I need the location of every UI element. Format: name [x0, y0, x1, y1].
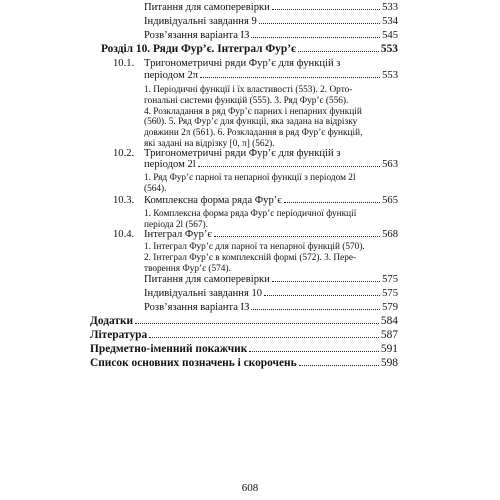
dot-leader [264, 295, 380, 296]
dot-leader [214, 236, 380, 237]
toc-page: 545 [382, 30, 398, 41]
desc-line: (564). [144, 183, 167, 194]
toc-chapter-row [90, 357, 398, 369]
desc-line: довжини 2π (561). 6. Розкладання в ряд Фур’є функцій, [144, 128, 363, 139]
toc-section-row-cont [144, 159, 398, 171]
toc-page: 587 [380, 329, 398, 341]
toc-page: 579 [382, 302, 398, 313]
dot-leader [272, 9, 380, 10]
toc-section-row [113, 58, 398, 70]
toc-page: 568 [382, 229, 398, 240]
section-description [144, 173, 356, 195]
desc-line: 1. Комплексна форма ряда Фур’є періодичної функції [144, 209, 357, 219]
toc-page: 563 [382, 159, 398, 170]
toc-section-row [113, 195, 398, 207]
toc-chapter-row [101, 43, 398, 55]
toc-title: Предметно-іменний покажчик [90, 343, 248, 355]
section-number: 10.1. [113, 58, 135, 69]
dot-leader [251, 37, 380, 38]
dot-leader [200, 77, 380, 78]
desc-line: 1. Періодичні функції і їх властивості (553). 2. Орто- [144, 85, 353, 95]
section-description [144, 85, 362, 150]
dot-leader [198, 166, 380, 167]
toc-title-cont: періодом 2l [144, 159, 196, 170]
section-number: 10.3. [113, 195, 135, 206]
toc-title: Питання для самоперевірки [144, 2, 270, 13]
section-number: 10.2. [113, 148, 135, 159]
toc-title: Література [90, 329, 148, 341]
toc-page: 553 [382, 70, 398, 81]
desc-line: 4. Розкладання в ряд Фур’є парних і непарних функцій [144, 106, 362, 117]
toc-title: Додатки [90, 315, 134, 327]
toc-chapter-row [90, 315, 398, 327]
desc-line: які задані на відрізку [0, π] (562). [144, 138, 275, 149]
toc-row [144, 302, 398, 314]
toc-page: 584 [380, 315, 398, 327]
toc-row [144, 30, 398, 42]
desc-line: (560). 5. Ряд Фур’є для функції, яка задана на відрізку [144, 117, 358, 128]
toc-page: 533 [382, 2, 398, 13]
desc-line: 1. Інтеграл Фур’є для парної та непарної функцій (570). [144, 242, 365, 252]
desc-line: 2. Інтеграл Фур’є в комплексній формі (572). 3. Пере- [144, 252, 357, 263]
toc-title: Індивідуальні завдання 9 [144, 16, 257, 27]
dot-leader [298, 51, 379, 52]
dot-leader [251, 309, 380, 310]
toc-page: 534 [382, 16, 398, 27]
toc-chapter-row [90, 329, 398, 341]
dot-leader [259, 23, 380, 24]
toc-row [144, 2, 398, 14]
toc-page: 591 [380, 343, 398, 355]
toc-row [144, 274, 398, 286]
section-description [144, 209, 356, 231]
toc-title: Список основних позначень і скорочень [90, 357, 297, 369]
toc-title: Тригонометричні ряди Фур’є для функцій з [144, 58, 341, 69]
section-number: 10.4. [113, 229, 135, 240]
desc-line: 1. Ряд Фур’є парної та непарної функції з періодом 2l [144, 173, 356, 183]
toc-section-row-cont [144, 70, 398, 82]
desc-line: гональні системи функцій (555). 3. Ряд Фур’є (556). [144, 95, 349, 106]
page-number: 608 [241, 482, 259, 494]
dot-leader [135, 323, 379, 324]
toc-row [144, 16, 398, 28]
dot-leader [299, 365, 379, 366]
section-description [144, 242, 365, 274]
toc-page: 598 [380, 357, 398, 369]
dot-leader [284, 202, 380, 203]
toc-page: 575 [382, 274, 398, 285]
toc-title: Розв’язання варіанта ІЗ [144, 30, 250, 41]
toc-row [144, 288, 398, 300]
toc-title: Питання для самоперевірки [144, 274, 270, 285]
dot-leader [149, 337, 379, 338]
toc-page: 565 [382, 195, 398, 206]
desc-line: творення Фур’є (574). [144, 263, 231, 274]
desc-line: періода 2l (567). [144, 219, 208, 230]
toc-chapter-row [90, 343, 398, 355]
dot-leader [249, 351, 379, 352]
toc-title: Індивідуальні завдання 10 [144, 288, 263, 299]
toc-title-cont: періодом 2π [144, 70, 199, 81]
toc-section-row [113, 229, 398, 241]
toc-title: Розв’язання варіанта ІЗ [144, 302, 250, 313]
toc-title: Розділ 10. Ряди Фур’є. Інтеграл Фур’є [101, 43, 296, 55]
toc-page: 553 [380, 43, 398, 55]
toc-title: Комплексна форма ряда Фур’є [144, 195, 282, 206]
toc-title: Інтеграл Фур’є [144, 229, 212, 240]
dot-leader [272, 281, 380, 282]
toc-page: 575 [382, 288, 398, 299]
toc-title: Тригонометричні ряди Фур’є для функцій з [144, 148, 341, 159]
